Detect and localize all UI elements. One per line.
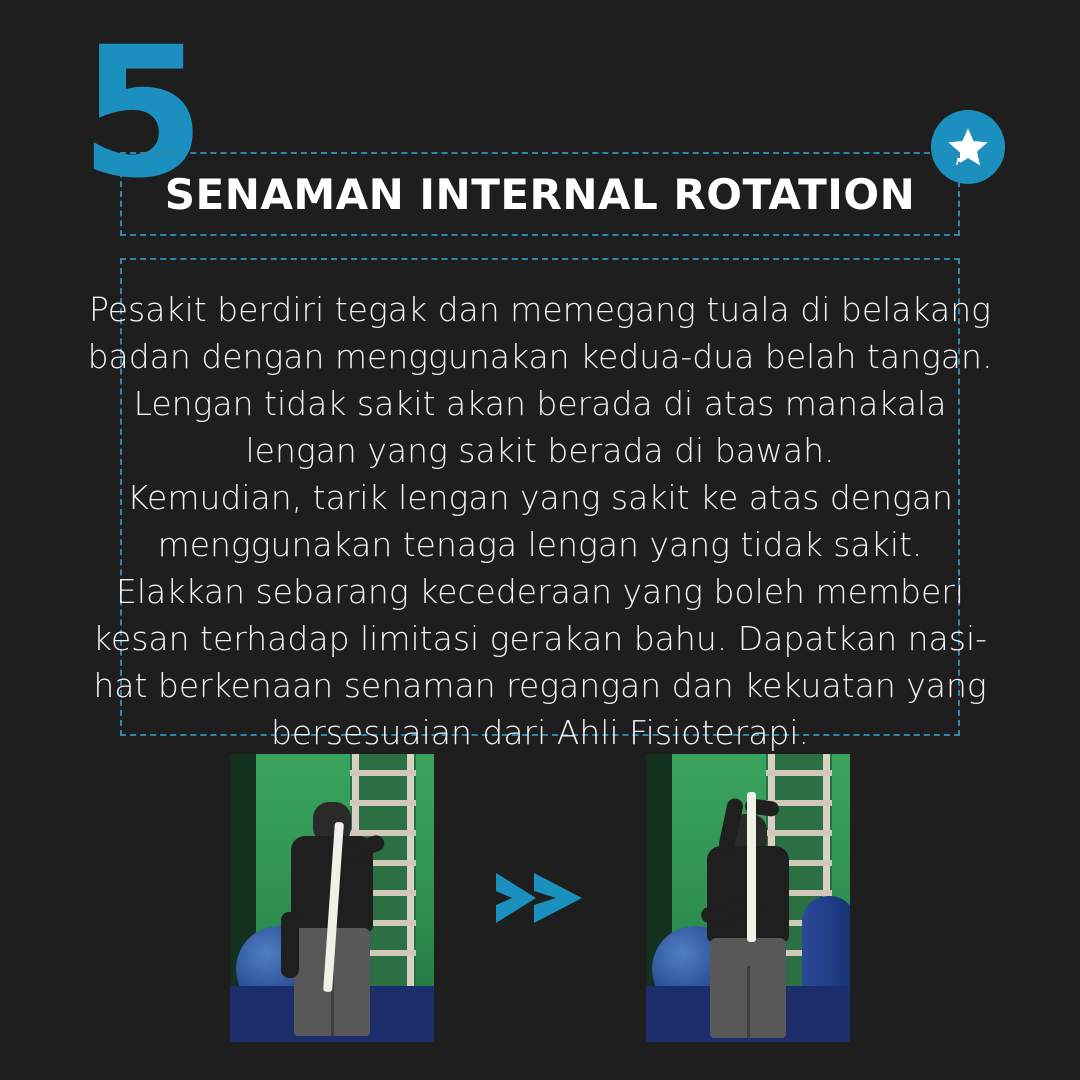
body-line: Kemudian, tarik lengan yang sakit ke atas dengan [127, 478, 953, 517]
body-line: Elakkan sebarang kecederaan yang boleh memberi [115, 572, 965, 611]
exercise-photo-end [646, 754, 850, 1042]
body-line: hat berkenaan senaman regangan dan kekuatan yang [93, 666, 987, 705]
body-line: Pesakit berdiri tegak dan memegang tuala di belakang [89, 290, 991, 329]
exercise-photo-start [230, 754, 434, 1042]
body-line: kesan terhadap limitasi gerakan bahu. Dapatkan nasi- [92, 619, 988, 658]
photo-row [0, 754, 1080, 1042]
person-figure [693, 792, 803, 1042]
body-line: Lengan tidak sakit akan berada di atas manakala [133, 384, 947, 423]
page-title: SENAMAN INTERNAL ROTATION [164, 169, 916, 219]
double-chevron-right-icon [492, 863, 588, 933]
body-line: badan dengan menggunakan kedua-dua belah tangan. [87, 337, 993, 376]
body-line: lengan yang sakit berada di bawah. [245, 431, 835, 470]
body-line: bersesuaian dari Ahli Fisioterapi. [270, 713, 810, 752]
step-number: 5 [80, 9, 202, 218]
person-figure [277, 792, 387, 1042]
body-text-box [87, 258, 993, 752]
title-box [120, 152, 960, 236]
body-line: menggunakan tenaga lengan yang tidak sakit. [157, 525, 923, 564]
